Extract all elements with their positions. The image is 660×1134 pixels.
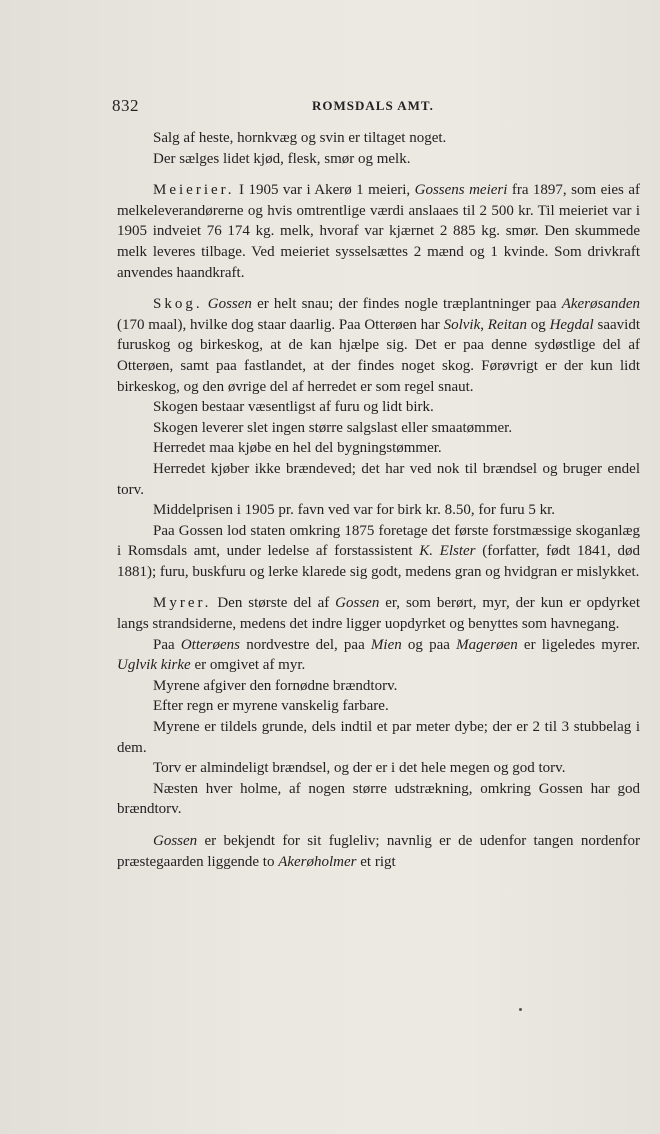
paragraph-meat-sales: Der sælges lidet kjød, flesk, smør og melk. bbox=[153, 150, 411, 167]
section-heading-myrer: Myrer. bbox=[153, 595, 212, 612]
paragraph-bogs-locations: Paa Otterøens nordvestre del, paa Mien og paa Magerøen er ligeledes myrer. Uglvik kirke er omgivet af myr. bbox=[117, 636, 640, 674]
page-number: 832 bbox=[112, 96, 139, 115]
page-header bbox=[112, 96, 642, 116]
paragraph-bogs-depth: Myrene er tildels grunde, dels indtil et par meter dybe; der er 2 til 3 stubbelag i dem. bbox=[117, 719, 640, 756]
paragraph-wood-prices: Middelprisen i 1905 pr. favn ved var for birk kr. 8.50, for furu 5 kr. bbox=[153, 502, 556, 519]
paragraph-forestry-planting: Paa Gossen lod staten omkring 1875 foretage det første forstmæssige skoganlæg i Romsdals amt, under ledelse af forstassistent K. Elster (forfatter, født 1841, død 1881); furu, buskfuru og lerke klarede sig godt, medens gran og hvidgran er mislykket. bbox=[117, 522, 640, 580]
paragraph-bogs-passable: Efter regn er myrene vanskelig farbare. bbox=[153, 698, 389, 715]
running-title: ROMSDALS AMT. bbox=[312, 98, 434, 113]
paragraph-forest: Skog. Gossen er helt snau; der findes nogle træplantninger paa Akerøsanden (170 maal), hvilke dog staar daarlig. Paa Otterøen har Solvik, Reitan og Hegdal saavidt furuskog og birkeskog, at de kan hjælpe sig. Det er paa denne sydøstlige del af Otterøen, samt paa fastlandet, at der findes noget skog. Førøvrigt er der kun lidt birkeskog, og den øvrige del af herredet er som regel snaut. bbox=[117, 296, 641, 395]
paragraph-dairies: Meierier. I 1905 var i Akerø 1 meieri, Gossens meieri fra 1897, som eies af melkeleverandørerne og hvis omtrentlige værdi anslaaes til 2 500 kr. Til meieriet var i 1905 indveiet 76 174 kg. melk, hvoraf var kjærnet 2 885 kg. smør. Den skummede melk leveres tilbage. Ved meieriet sysselsættes 2 mænd og 1 kvinde. Som drivkraft anvendes haandkraft. bbox=[117, 182, 640, 281]
paragraph-birdlife: Gossen er bekjendt for sit fugleliv; navnlig er de udenfor tangen nordenfor præstegaarden liggende to Akerøholmer et rigt bbox=[117, 833, 640, 870]
paragraph-forest-buying: Herredet maa kjøbe en hel del bygningstømmer. bbox=[153, 440, 442, 457]
paragraph-bogs: Myrer. Den største del af Gossen er, som berørt, myr, der kun er opdyrket langs strandsiderne, medens det indre ligger uopdyrket og benyttes som havnegang. bbox=[117, 595, 640, 633]
body-text bbox=[117, 128, 640, 872]
section-heading-meierier: Meierier. bbox=[153, 182, 235, 199]
paragraph-livestock-sales: Salg af heste, hornkvæg og svin er tiltaget noget. bbox=[153, 130, 447, 146]
paragraph-peat-fuel: Torv er almindeligt brændsel, og der er i det hele megen og god torv. bbox=[153, 760, 566, 777]
paragraph-firewood: Herredet kjøber ikke brændeved; det har ved nok til brændsel og bruger endel torv. bbox=[117, 460, 640, 498]
paragraph-forest-composition: Skogen bestaar væsentligst af furu og lidt birk. bbox=[153, 399, 434, 416]
paragraph-islets-peat: Næsten hver holme, af nogen større udstrækning, omkring Gossen har god brændtorv. bbox=[117, 780, 640, 818]
print-speck bbox=[519, 1008, 522, 1011]
section-heading-skog: Skog. bbox=[153, 296, 203, 313]
paragraph-forest-timber: Skogen leverer slet ingen større salgslast eller smaatømmer. bbox=[153, 419, 513, 436]
paragraph-peat-supply: Myrene afgiver den fornødne brændtorv. bbox=[153, 677, 398, 694]
